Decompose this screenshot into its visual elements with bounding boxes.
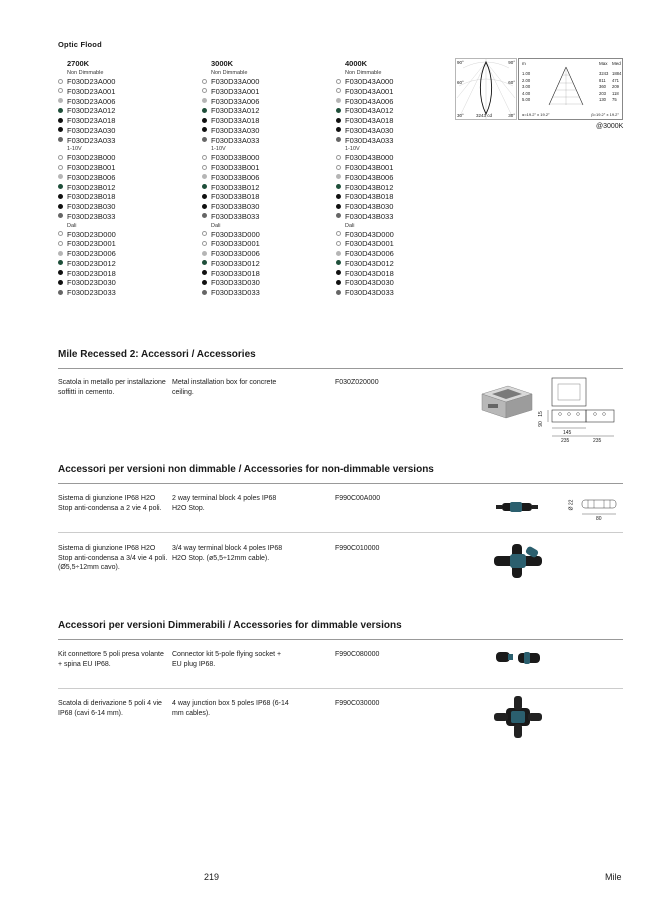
dim-height-90: 90 bbox=[537, 421, 544, 427]
product-name: Mile bbox=[605, 872, 622, 882]
finish-color-dot bbox=[58, 155, 63, 160]
section-divider bbox=[58, 639, 623, 640]
dim-length: 80 bbox=[596, 516, 602, 522]
finish-color-dot bbox=[336, 280, 341, 285]
product-code: F030D33D018 bbox=[211, 268, 260, 278]
product-code: F030D43D018 bbox=[345, 268, 394, 278]
driver-type-label: Dali bbox=[211, 222, 221, 229]
driver-type-label: 1-10V bbox=[67, 146, 82, 153]
photometry-reference: @3000K bbox=[596, 123, 624, 130]
angle-ml: 60° bbox=[457, 80, 464, 85]
finish-color-dot bbox=[336, 127, 341, 132]
product-code: F030D23A030 bbox=[67, 125, 116, 135]
polar-diagram bbox=[455, 58, 517, 120]
product-code-row bbox=[336, 192, 466, 202]
product-code-row bbox=[202, 116, 332, 126]
product-code: F030D33B018 bbox=[211, 192, 260, 202]
dim-width-145: 145 bbox=[563, 430, 572, 436]
product-code-row bbox=[58, 212, 188, 222]
finish-color-dot bbox=[202, 260, 207, 265]
section-label: Optic Flood bbox=[58, 40, 102, 49]
cone-header-m: m bbox=[522, 61, 526, 66]
product-code-row bbox=[202, 230, 332, 240]
product-code: F030D33A030 bbox=[211, 125, 260, 135]
finish-color-dot bbox=[202, 88, 207, 93]
product-code-row bbox=[58, 126, 188, 136]
product-code-row bbox=[336, 202, 466, 212]
finish-color-dot bbox=[202, 241, 207, 246]
finish-color-dot bbox=[202, 194, 207, 199]
product-code-row bbox=[202, 212, 332, 222]
junction-box-svg bbox=[490, 694, 546, 740]
product-code: F030D33B001 bbox=[211, 163, 260, 172]
finish-color-dot bbox=[58, 194, 63, 199]
cone-cell-med: 209 bbox=[612, 84, 619, 89]
product-code-row bbox=[58, 239, 188, 249]
product-code: F030D23D030 bbox=[67, 278, 116, 288]
product-code-row bbox=[336, 136, 466, 146]
product-code-row bbox=[336, 259, 466, 269]
product-code: F030D33A000 bbox=[211, 77, 260, 86]
row-desc-en: 4 way junction box 5 poles IP68 (6-14 mm cables). bbox=[172, 700, 289, 717]
finish-color-dot bbox=[336, 213, 341, 218]
angle-tl: 90° bbox=[457, 60, 464, 65]
finish-color-dot bbox=[58, 174, 63, 179]
finish-color-dot bbox=[202, 280, 207, 285]
product-code: F030D33A033 bbox=[211, 135, 260, 145]
product-code-row bbox=[202, 77, 332, 87]
product-code-row bbox=[202, 269, 332, 279]
product-code: F030D43B006 bbox=[345, 172, 394, 182]
product-code-row bbox=[58, 202, 188, 212]
finish-color-dot bbox=[58, 270, 63, 275]
product-code: F030D33D006 bbox=[211, 249, 260, 258]
cone-header-med: Med bbox=[612, 61, 621, 66]
finish-color-dot bbox=[58, 108, 63, 113]
product-code-row bbox=[336, 278, 466, 288]
product-code-row bbox=[336, 153, 466, 163]
product-code: F030D33D030 bbox=[211, 278, 260, 288]
product-code: F030D43B001 bbox=[345, 163, 394, 172]
product-code-row bbox=[336, 239, 466, 249]
product-code: F030D23D000 bbox=[67, 229, 116, 239]
product-code-row bbox=[336, 249, 466, 259]
driver-type-label: Non Dimmable bbox=[67, 70, 104, 76]
product-code: F030D23A000 bbox=[67, 77, 116, 86]
driver-type-label: Dali bbox=[67, 222, 77, 229]
product-code: F030D43A012 bbox=[345, 106, 394, 116]
driver-type-label: Non Dimmable bbox=[211, 70, 248, 76]
dim-width-235-a: 235 bbox=[561, 438, 570, 444]
finish-color-dot bbox=[202, 213, 207, 218]
product-code-row bbox=[336, 97, 466, 107]
angle-tr: 90° bbox=[508, 60, 515, 65]
connector-kit-image bbox=[494, 646, 544, 670]
product-code: F030D23B030 bbox=[67, 202, 116, 211]
finish-color-dot bbox=[58, 241, 63, 246]
product-code-row bbox=[58, 259, 188, 269]
dim-width-235-b: 235 bbox=[593, 438, 602, 444]
finish-color-dot bbox=[202, 174, 207, 179]
finish-color-dot bbox=[202, 137, 207, 142]
column-4000k bbox=[336, 58, 466, 298]
section-title-non-dimmable-accessories: Accessori per versioni non dimmable / Accessories for non-dimmable versions bbox=[58, 464, 434, 475]
product-code-row bbox=[336, 106, 466, 116]
finish-color-dot bbox=[202, 184, 207, 189]
product-code: F030D23D018 bbox=[67, 268, 116, 278]
product-code: F030D43D030 bbox=[345, 278, 394, 288]
metal-box-image bbox=[478, 380, 536, 422]
terminal-block-2way-svg bbox=[496, 494, 538, 518]
product-code: F030D33D033 bbox=[211, 288, 260, 297]
product-code: F030D43D000 bbox=[345, 229, 394, 239]
driver-type-label: Non Dimmable bbox=[345, 70, 382, 76]
product-code-row bbox=[336, 183, 466, 193]
finish-color-dot bbox=[336, 98, 341, 103]
product-code: F030D43A000 bbox=[345, 77, 394, 86]
section-divider bbox=[58, 368, 623, 369]
product-code: F030D33B000 bbox=[211, 153, 260, 163]
finish-color-dot bbox=[58, 184, 63, 189]
finish-color-dot bbox=[336, 194, 341, 199]
finish-color-dot bbox=[336, 260, 341, 265]
product-code-row bbox=[58, 183, 188, 193]
finish-color-dot bbox=[336, 204, 341, 209]
finish-color-dot bbox=[336, 108, 341, 113]
product-code-row bbox=[202, 97, 332, 107]
cone-angle-right: β=19.2° x 19.2° bbox=[591, 112, 619, 117]
row-desc-it: Kit connettore 5 poli presa volante + spina EU IP68. bbox=[58, 651, 164, 668]
product-code-row bbox=[202, 259, 332, 269]
finish-color-dot bbox=[336, 174, 341, 179]
driver-type-label: 1-10V bbox=[345, 146, 360, 153]
product-code-row bbox=[58, 192, 188, 202]
metal-box-svg bbox=[478, 380, 536, 422]
row-desc-en: Metal installation box for concrete ceiling. bbox=[172, 379, 277, 396]
product-code-row bbox=[58, 249, 188, 259]
finish-color-dot bbox=[58, 88, 63, 93]
terminal-block-2way-drawing bbox=[568, 494, 620, 524]
product-code-row bbox=[58, 87, 188, 97]
row-desc-en: 2 way terminal block 4 poles IP68 H2O Stop. bbox=[172, 495, 277, 512]
product-code: F030D43A018 bbox=[345, 116, 394, 125]
product-code: F030D23B006 bbox=[67, 172, 116, 182]
cone-svg bbox=[541, 65, 591, 107]
terminal-block-34way-svg bbox=[490, 540, 546, 582]
product-code-row bbox=[336, 269, 466, 279]
product-code-row bbox=[58, 116, 188, 126]
product-code: F030D33D001 bbox=[211, 239, 260, 249]
finish-color-dot bbox=[336, 155, 341, 160]
polar-diagram-svg bbox=[455, 58, 517, 120]
finish-color-dot bbox=[202, 251, 207, 256]
cone-cell-max: 203 bbox=[599, 90, 606, 96]
product-code-row bbox=[336, 212, 466, 222]
finish-color-dot bbox=[336, 118, 341, 123]
finish-color-dot bbox=[58, 137, 63, 142]
product-code-row bbox=[336, 126, 466, 136]
product-code: F030D23A018 bbox=[67, 116, 116, 125]
product-code-row bbox=[58, 77, 188, 87]
row-desc-it: Scatola di derivazione 5 poli 4 vie IP68 (cavi 6-14 mm). bbox=[58, 700, 162, 717]
product-code: F030D43A033 bbox=[345, 135, 394, 145]
product-code-row bbox=[58, 163, 188, 173]
product-code: F030D33B006 bbox=[211, 172, 260, 182]
cone-cell-m: 1.00 bbox=[522, 71, 531, 76]
row-desc-it: Sistema di giunzione IP68 H2O Stop anti-condensa a 3/4 vie 4 poli. (Ø5,5÷12mm cavo). bbox=[58, 545, 168, 571]
product-code: F030D23D012 bbox=[67, 258, 116, 268]
product-code: F030D23B018 bbox=[67, 192, 116, 202]
cone-cell-m: 3.00 bbox=[522, 84, 531, 89]
product-code: F030D43D006 bbox=[345, 249, 394, 258]
color-temperature-heading: 3000K bbox=[211, 59, 234, 68]
product-code: F030D23B012 bbox=[67, 182, 116, 192]
product-code: F030D33D012 bbox=[211, 258, 260, 268]
cone-cell-med: 75 bbox=[612, 97, 617, 102]
product-code-row bbox=[58, 97, 188, 107]
product-code-row bbox=[58, 106, 188, 116]
dim-height-15: 15 bbox=[537, 411, 544, 417]
finish-color-dot bbox=[58, 98, 63, 103]
row-code: F030Z020000 bbox=[335, 379, 379, 386]
product-code: F030D43A006 bbox=[345, 96, 394, 106]
product-code: F030D43A030 bbox=[345, 125, 394, 135]
finish-color-dot bbox=[58, 260, 63, 265]
terminal-block-2way-image bbox=[496, 494, 538, 518]
row-desc-en: Connector kit 5-pole flying socket + EU plug IP68. bbox=[172, 651, 282, 668]
product-code: F030D23A012 bbox=[67, 106, 116, 116]
finish-color-dot bbox=[336, 270, 341, 275]
product-code-row bbox=[58, 136, 188, 146]
page-number: 219 bbox=[204, 872, 220, 882]
cone-cell-med: 471 bbox=[612, 77, 619, 83]
finish-color-dot bbox=[336, 165, 341, 170]
driver-type-label: 1-10V bbox=[211, 146, 226, 153]
cone-cell-med: 118 bbox=[612, 90, 619, 96]
product-code-row bbox=[202, 202, 332, 212]
product-code: F030D23D006 bbox=[67, 249, 116, 258]
product-code: F030D43B018 bbox=[345, 192, 394, 202]
row-code: F990C010000 bbox=[335, 545, 380, 552]
product-code-row bbox=[336, 116, 466, 126]
cone-cell-m: 5.00 bbox=[522, 97, 531, 102]
cone-cell-max: 130 bbox=[599, 97, 606, 102]
finish-color-dot bbox=[336, 137, 341, 142]
color-temperature-heading: 2700K bbox=[67, 59, 90, 68]
product-code: F030D33A001 bbox=[211, 86, 260, 96]
finish-color-dot bbox=[336, 241, 341, 246]
product-code: F030D23B033 bbox=[67, 211, 116, 221]
column-3000k bbox=[202, 58, 332, 298]
product-code: F030D23A033 bbox=[67, 135, 116, 145]
product-code-row bbox=[58, 173, 188, 183]
angle-bl: 30° bbox=[457, 113, 464, 118]
product-code: F030D33B030 bbox=[211, 202, 260, 211]
row-divider bbox=[58, 532, 623, 533]
row-code: F990C030000 bbox=[335, 700, 380, 707]
product-code-row bbox=[202, 153, 332, 163]
candela-value: 3243 cd bbox=[476, 113, 493, 118]
product-code-row bbox=[202, 173, 332, 183]
product-code-row bbox=[58, 153, 188, 163]
product-code-row bbox=[202, 136, 332, 146]
product-code: F030D23B000 bbox=[67, 153, 116, 163]
row-desc-it: Scatola in metallo per installazione soffitti in cemento. bbox=[58, 379, 166, 396]
cone-cell-max: 3243 bbox=[599, 71, 609, 76]
finish-color-dot bbox=[58, 231, 63, 236]
finish-color-dot bbox=[202, 127, 207, 132]
finish-color-dot bbox=[58, 251, 63, 256]
product-code-row bbox=[336, 288, 466, 298]
color-temperature-heading: 4000K bbox=[345, 59, 368, 68]
section-divider bbox=[58, 483, 623, 484]
row-desc-it: Sistema di giunzione IP68 H2O Stop anti-condensa a 2 vie 4 poli. bbox=[58, 495, 162, 512]
product-code-row bbox=[202, 239, 332, 249]
product-code-row bbox=[58, 278, 188, 288]
finish-color-dot bbox=[202, 155, 207, 160]
finish-color-dot bbox=[336, 290, 341, 295]
product-code-row bbox=[202, 183, 332, 193]
product-code: F030D33A006 bbox=[211, 96, 260, 106]
product-code: F030D33A012 bbox=[211, 106, 260, 116]
finish-color-dot bbox=[202, 79, 207, 84]
cone-diagram bbox=[518, 58, 623, 120]
angle-br: 30° bbox=[508, 113, 515, 118]
product-code: F030D23D001 bbox=[67, 239, 116, 249]
column-2700k bbox=[58, 58, 188, 298]
finish-color-dot bbox=[202, 165, 207, 170]
finish-color-dot bbox=[58, 204, 63, 209]
angle-mr: 60° bbox=[508, 80, 515, 85]
finish-color-dot bbox=[202, 98, 207, 103]
product-code: F030D33A018 bbox=[211, 116, 260, 125]
product-code-row bbox=[202, 249, 332, 259]
connector-kit-svg bbox=[494, 646, 544, 670]
product-code-row bbox=[58, 269, 188, 279]
product-code: F030D23A006 bbox=[67, 96, 116, 106]
product-code-row bbox=[336, 77, 466, 87]
product-code: F030D43B012 bbox=[345, 182, 394, 192]
row-code: F990C080000 bbox=[335, 651, 380, 658]
finish-color-dot bbox=[336, 231, 341, 236]
metal-box-drawing bbox=[537, 376, 620, 448]
product-code: F030D43D033 bbox=[345, 288, 394, 297]
row-code: F990C00A000 bbox=[335, 495, 381, 502]
finish-color-dot bbox=[58, 280, 63, 285]
finish-color-dot bbox=[336, 184, 341, 189]
cone-cell-max: 811 bbox=[599, 77, 606, 83]
cone-cell-m: 4.00 bbox=[522, 90, 531, 96]
row-desc-en: 3/4 way terminal block 4 poles IP68 H2O Stop. (ø5,5÷12mm cable). bbox=[172, 545, 283, 562]
finish-color-dot bbox=[202, 118, 207, 123]
product-code-row bbox=[202, 288, 332, 298]
product-code: F030D23B001 bbox=[67, 163, 116, 172]
junction-box-image bbox=[490, 694, 546, 740]
product-code: F030D23D033 bbox=[67, 288, 116, 297]
product-code-row bbox=[336, 87, 466, 97]
finish-color-dot bbox=[336, 79, 341, 84]
section-title-dimmable-accessories: Accessori per versioni Dimmerabili / Accessories for dimmable versions bbox=[58, 620, 402, 631]
product-code: F030D43B000 bbox=[345, 153, 394, 163]
cone-header-max: Max bbox=[599, 61, 608, 66]
cone-cell-m: 2.00 bbox=[522, 77, 531, 83]
product-code: F030D23A001 bbox=[67, 86, 116, 96]
product-code: F030D33B012 bbox=[211, 182, 260, 192]
dim-diameter: Ø 22 bbox=[568, 499, 575, 511]
product-code-row bbox=[336, 230, 466, 240]
finish-color-dot bbox=[202, 290, 207, 295]
finish-color-dot bbox=[202, 204, 207, 209]
finish-color-dot bbox=[336, 88, 341, 93]
cone-cell-med: 1884 bbox=[612, 71, 622, 76]
finish-color-dot bbox=[202, 270, 207, 275]
product-code: F030D43D012 bbox=[345, 258, 394, 268]
product-code-row bbox=[202, 126, 332, 136]
product-code-row bbox=[58, 288, 188, 298]
driver-type-label: Dali bbox=[345, 222, 355, 229]
product-code-row bbox=[336, 163, 466, 173]
product-code: F030D33D000 bbox=[211, 229, 260, 239]
terminal-block-34way-image bbox=[490, 540, 546, 582]
product-code: F030D43B033 bbox=[345, 211, 394, 221]
finish-color-dot bbox=[58, 165, 63, 170]
product-code: F030D43D001 bbox=[345, 239, 394, 249]
finish-color-dot bbox=[58, 118, 63, 123]
finish-color-dot bbox=[58, 79, 63, 84]
terminal-block-2way-drawing-svg bbox=[568, 494, 620, 524]
product-code: F030D43B030 bbox=[345, 202, 394, 211]
finish-color-dot bbox=[58, 290, 63, 295]
finish-color-dot bbox=[58, 213, 63, 218]
product-code-row bbox=[202, 278, 332, 288]
finish-color-dot bbox=[58, 127, 63, 132]
metal-box-drawing-svg bbox=[537, 376, 620, 448]
cone-cell-max: 360 bbox=[599, 84, 606, 89]
finish-color-dot bbox=[202, 231, 207, 236]
finish-color-dot bbox=[202, 108, 207, 113]
product-code: F030D43A001 bbox=[345, 86, 394, 96]
product-code-row bbox=[202, 87, 332, 97]
cone-angle-left: α=19.2° x 19.2° bbox=[522, 112, 550, 117]
product-code-row bbox=[202, 163, 332, 173]
section-title-recessed-accessories: Mile Recessed 2: Accessori / Accessories bbox=[58, 349, 256, 360]
product-code-row bbox=[202, 106, 332, 116]
product-code-row bbox=[336, 173, 466, 183]
row-divider bbox=[58, 688, 623, 689]
product-code: F030D33B033 bbox=[211, 211, 260, 221]
finish-color-dot bbox=[336, 251, 341, 256]
product-code-row bbox=[202, 192, 332, 202]
product-code-row bbox=[58, 230, 188, 240]
